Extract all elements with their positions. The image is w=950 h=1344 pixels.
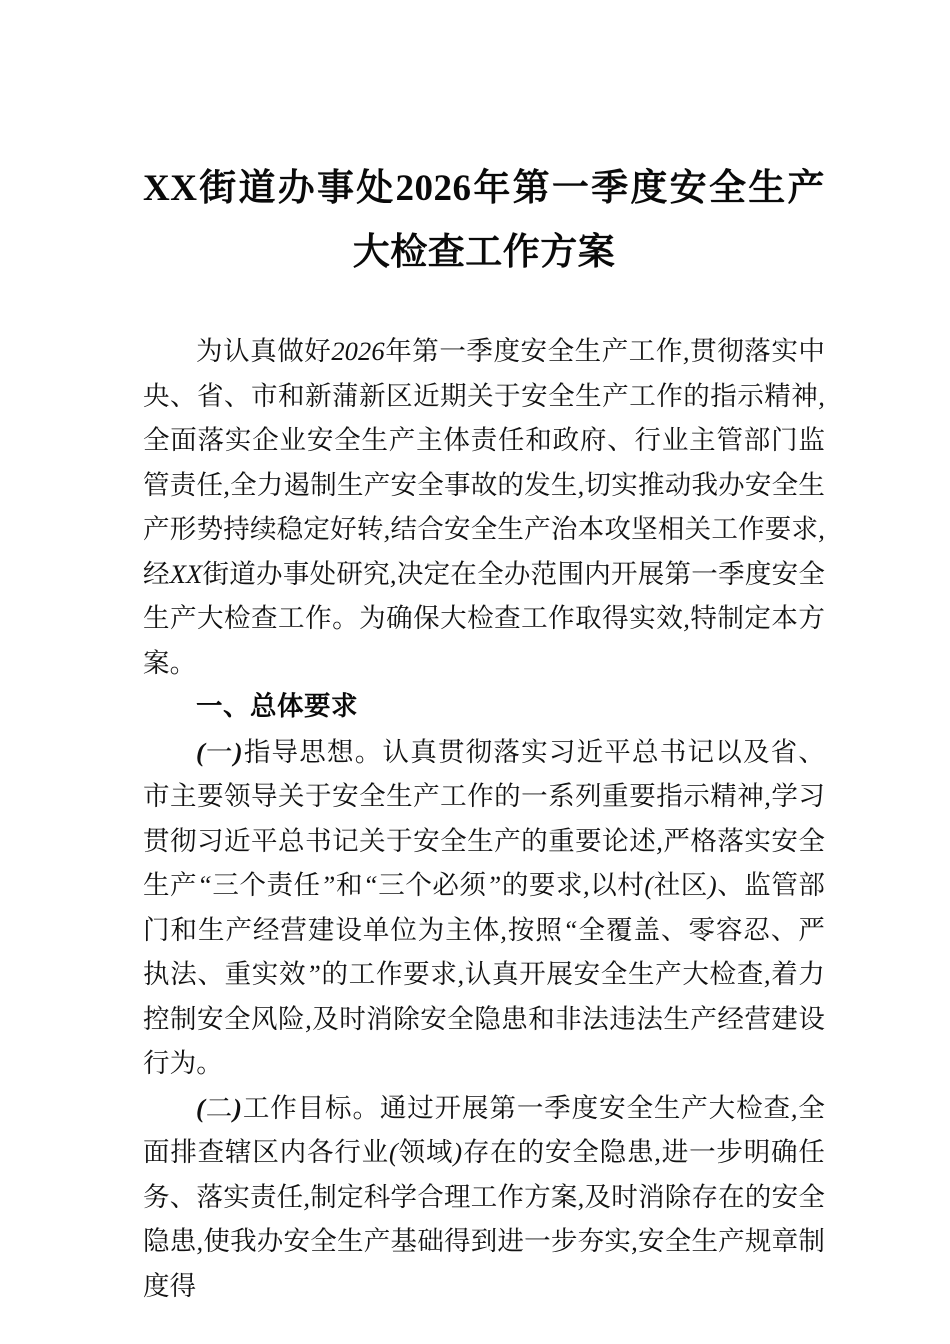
document-title-line-2: 大检查工作方案 bbox=[352, 232, 616, 273]
page-content-area bbox=[143, 0, 825, 1308]
paragraph-lead-guiding-ideology: (一)指导思想。 bbox=[196, 736, 383, 767]
paragraph-work-objectives bbox=[143, 1086, 825, 1309]
paragraph-text-guiding-ideology: 认真贯彻落实习近平总书记以及省、市主要领导关于安全生产工作的一系列重要指示精神,学习贯彻习近平总书记关于安全生产的重要论述,严格落实安全生产“三个责任”和“三个必须”的要求,以村(社区)、监管部门和生产经营建设单位为主体,按照“全覆盖、零容忍、严执法、重实效”的工作要求,认真开展安全生产大检查,着力控制安全风险,及时消除安全隐患和非法违法生产经营建设行为。 bbox=[143, 736, 825, 1078]
document-body bbox=[143, 329, 825, 1308]
document-title bbox=[143, 0, 825, 285]
section-heading-overall-requirements: 一、总体要求 bbox=[196, 691, 358, 722]
paragraph-lead-work-objectives: (二)工作目标。 bbox=[196, 1092, 380, 1123]
document-title-line-1: XX街道办事处2026年第一季度安全生产 bbox=[143, 168, 825, 209]
paragraph-text-work-objectives: 通过开展第一季度安全生产大检查,全面排查辖区内各行业(领域)存在的安全隐患,进一步明确任务、落实责任,制定科学合理工作方案,及时消除存在的安全隐患,使我办安全生产基础得到进一步夯实,安全生产规章制度得 bbox=[143, 1092, 825, 1301]
paragraph-preamble: 为认真做好2026年第一季度安全生产工作,贯彻落实中央、省、市和新蒲新区近期关于安全生产工作的指示精神,全面落实企业安全生产主体责任和政府、行业主管部门监管责任,全力遏制生产安全事故的发生,切实推动我办安全生产形势持续稳定好转,结合安全生产治本攻坚相关工作要求,经XX街道办事处研究,决定在全办范围内开展第一季度安全生产大检查工作。为确保大检查工作取得实效,特制定本方案。 bbox=[143, 336, 825, 678]
paragraph-guiding-ideology bbox=[143, 730, 825, 1086]
